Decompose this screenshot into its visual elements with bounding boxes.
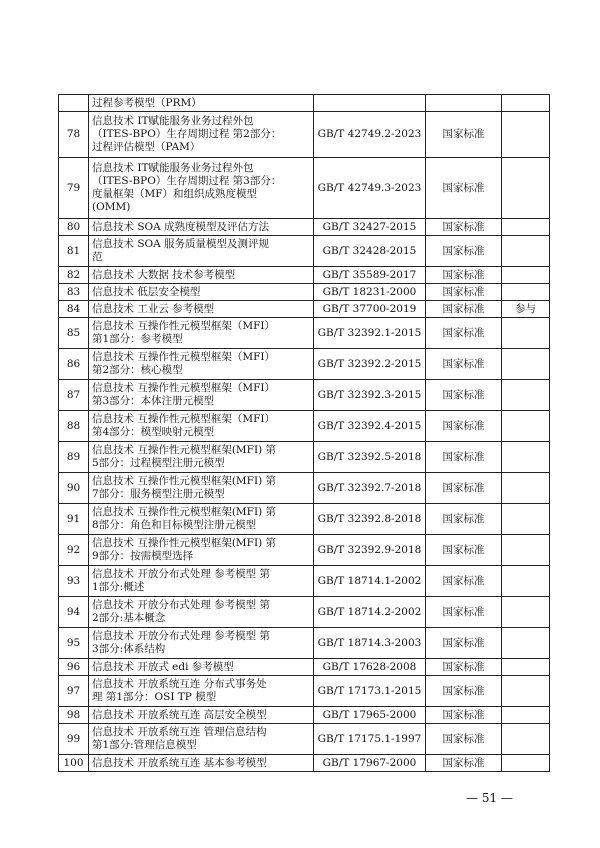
cell-note bbox=[502, 380, 550, 411]
cell-code: GB/T 32427-2015 bbox=[314, 219, 426, 236]
cell-note bbox=[502, 411, 550, 442]
cell-note bbox=[502, 659, 550, 676]
cell-type: 国家标准 bbox=[426, 628, 502, 659]
cell-name: 信息技术 IT赋能服务业务过程外包 （ITES-BPO）生存周期过程 第3部分： 度量框架（MF）和组织成熟度模型 (OMM) bbox=[89, 158, 314, 219]
cell-code: GB/T 32392.5-2018 bbox=[314, 442, 426, 473]
cell-num: 83 bbox=[59, 284, 89, 301]
cell-note bbox=[502, 219, 550, 236]
cell-num: 85 bbox=[59, 318, 89, 349]
cell-note bbox=[502, 236, 550, 267]
cell-num: 86 bbox=[59, 349, 89, 380]
table-row bbox=[59, 566, 550, 597]
cell-name: 信息技术 低层安全模型 bbox=[89, 284, 314, 301]
cell-type: 国家标准 bbox=[426, 724, 502, 755]
cell-name: 信息技术 互操作性元模型框架(MFI) 第 9部分：按需模型选择 bbox=[89, 535, 314, 566]
cell-type: 国家标准 bbox=[426, 267, 502, 284]
cell-name: 信息技术 开放分布式处理 参考模型 第 2部分:基本概念 bbox=[89, 597, 314, 628]
cell-num: 100 bbox=[59, 755, 89, 772]
cell-name: 信息技术 SOA 成熟度模型及评估方法 bbox=[89, 219, 314, 236]
table-row bbox=[59, 380, 550, 411]
table-row bbox=[59, 442, 550, 473]
cell-name: 信息技术 开放系统互连 分布式事务处 理 第1部分：OSI TP 模型 bbox=[89, 676, 314, 707]
table-row bbox=[59, 301, 550, 318]
cell-type: 国家标准 bbox=[426, 284, 502, 301]
cell-code: GB/T 32392.9-2018 bbox=[314, 535, 426, 566]
cell-code: GB/T 17965-2000 bbox=[314, 707, 426, 724]
cell-code: GB/T 18714.3-2003 bbox=[314, 628, 426, 659]
cell-name: 信息技术 开放分布式处理 参考模型 第 1部分:概述 bbox=[89, 566, 314, 597]
cell-name: 信息技术 IT赋能服务业务过程外包 （ITES-BPO）生存周期过程 第2部分： 过程评估模型（PAM） bbox=[89, 112, 314, 158]
cell-note bbox=[502, 349, 550, 380]
cell-note bbox=[502, 284, 550, 301]
cell-name: 信息技术 互操作性元模型框架（MFI） 第2部分：核心模型 bbox=[89, 349, 314, 380]
table-row bbox=[59, 112, 550, 158]
cell-note bbox=[502, 597, 550, 628]
cell-num: 94 bbox=[59, 597, 89, 628]
cell-code: GB/T 18231-2000 bbox=[314, 284, 426, 301]
cell-num: 90 bbox=[59, 473, 89, 504]
cell-num: 95 bbox=[59, 628, 89, 659]
table-row bbox=[59, 158, 550, 219]
standards-table bbox=[58, 94, 550, 772]
table-row bbox=[59, 676, 550, 707]
cell-code: GB/T 17628-2008 bbox=[314, 659, 426, 676]
cell-type: 国家标准 bbox=[426, 318, 502, 349]
cell-type: 国家标准 bbox=[426, 659, 502, 676]
cell-type: 国家标准 bbox=[426, 236, 502, 267]
table-row bbox=[59, 411, 550, 442]
cell-type: 国家标准 bbox=[426, 411, 502, 442]
cell-code: GB/T 42749.3-2023 bbox=[314, 158, 426, 219]
cell-code: GB/T 32392.8-2018 bbox=[314, 504, 426, 535]
cell-code: GB/T 35589-2017 bbox=[314, 267, 426, 284]
cell-name: 信息技术 工业云 参考模型 bbox=[89, 301, 314, 318]
cell-note bbox=[502, 95, 550, 112]
cell-note bbox=[502, 112, 550, 158]
cell-code: GB/T 17175.1-1997 bbox=[314, 724, 426, 755]
cell-type: 国家标准 bbox=[426, 676, 502, 707]
cell-note bbox=[502, 158, 550, 219]
cell-code: GB/T 32392.1-2015 bbox=[314, 318, 426, 349]
cell-name: 信息技术 SOA 服务质量模型及测评规 范 bbox=[89, 236, 314, 267]
cell-type: 国家标准 bbox=[426, 112, 502, 158]
cell-note bbox=[502, 318, 550, 349]
table-row bbox=[59, 267, 550, 284]
table-row bbox=[59, 755, 550, 772]
cell-num: 81 bbox=[59, 236, 89, 267]
cell-type: 国家标准 bbox=[426, 219, 502, 236]
cell-num: 79 bbox=[59, 158, 89, 219]
cell-num: 89 bbox=[59, 442, 89, 473]
cell-code: GB/T 18714.1-2002 bbox=[314, 566, 426, 597]
cell-note bbox=[502, 628, 550, 659]
cell-type: 国家标准 bbox=[426, 566, 502, 597]
table-body bbox=[59, 95, 550, 772]
cell-type: 国家标准 bbox=[426, 707, 502, 724]
table-row bbox=[59, 535, 550, 566]
table-row bbox=[59, 95, 550, 112]
cell-code: GB/T 32428-2015 bbox=[314, 236, 426, 267]
cell-note bbox=[502, 707, 550, 724]
cell-type: 国家标准 bbox=[426, 158, 502, 219]
table-row bbox=[59, 236, 550, 267]
cell-note bbox=[502, 535, 550, 566]
cell-code: GB/T 32392.3-2015 bbox=[314, 380, 426, 411]
cell-name: 信息技术 开放系统互连 管理信息结构 第1部分:管理信息模型 bbox=[89, 724, 314, 755]
cell-code: GB/T 32392.7-2018 bbox=[314, 473, 426, 504]
cell-note bbox=[502, 676, 550, 707]
table-row bbox=[59, 659, 550, 676]
cell-num: 93 bbox=[59, 566, 89, 597]
cell-num: 84 bbox=[59, 301, 89, 318]
cell-code: GB/T 32392.4-2015 bbox=[314, 411, 426, 442]
cell-type: 国家标准 bbox=[426, 504, 502, 535]
cell-num: 78 bbox=[59, 112, 89, 158]
cell-note bbox=[502, 724, 550, 755]
cell-num: 80 bbox=[59, 219, 89, 236]
table-row bbox=[59, 219, 550, 236]
table-row bbox=[59, 284, 550, 301]
cell-name: 过程参考模型（PRM） bbox=[89, 95, 314, 112]
table-row bbox=[59, 597, 550, 628]
cell-name: 信息技术 互操作性元模型框架(MFI) 第 8部分：角色和目标模型注册元模型 bbox=[89, 504, 314, 535]
table-row bbox=[59, 724, 550, 755]
cell-type bbox=[426, 95, 502, 112]
cell-num: 91 bbox=[59, 504, 89, 535]
cell-code: GB/T 18714.2-2002 bbox=[314, 597, 426, 628]
cell-type: 国家标准 bbox=[426, 535, 502, 566]
cell-name: 信息技术 大数据 技术参考模型 bbox=[89, 267, 314, 284]
cell-code: GB/T 17173.1-2015 bbox=[314, 676, 426, 707]
page-number: — 51 — bbox=[466, 791, 513, 805]
cell-num: 98 bbox=[59, 707, 89, 724]
table-row bbox=[59, 318, 550, 349]
cell-note bbox=[502, 755, 550, 772]
table-row bbox=[59, 707, 550, 724]
cell-name: 信息技术 互操作性元模型框架（MFI） 第1部分：参考模型 bbox=[89, 318, 314, 349]
cell-name: 信息技术 开放系统互连 高层安全模型 bbox=[89, 707, 314, 724]
cell-num: 88 bbox=[59, 411, 89, 442]
cell-name: 信息技术 互操作性元模型框架（MFI） 第4部分：模型映射元模型 bbox=[89, 411, 314, 442]
cell-num: 87 bbox=[59, 380, 89, 411]
table-row bbox=[59, 473, 550, 504]
cell-name: 信息技术 开放式 edi 参考模型 bbox=[89, 659, 314, 676]
cell-name: 信息技术 互操作性元模型框架(MFI) 第 5部分：过程模型注册元模型 bbox=[89, 442, 314, 473]
cell-num: 97 bbox=[59, 676, 89, 707]
table-row bbox=[59, 504, 550, 535]
cell-type: 国家标准 bbox=[426, 301, 502, 318]
cell-note bbox=[502, 267, 550, 284]
cell-note: 参与 bbox=[502, 301, 550, 318]
cell-code: GB/T 42749.2-2023 bbox=[314, 112, 426, 158]
cell-name: 信息技术 开放分布式处理 参考模型 第 3部分:体系结构 bbox=[89, 628, 314, 659]
cell-num: 92 bbox=[59, 535, 89, 566]
table-row bbox=[59, 349, 550, 380]
cell-num: 82 bbox=[59, 267, 89, 284]
cell-name: 信息技术 开放系统互连 基本参考模型 bbox=[89, 755, 314, 772]
cell-note bbox=[502, 504, 550, 535]
cell-note bbox=[502, 442, 550, 473]
cell-num: 96 bbox=[59, 659, 89, 676]
cell-name: 信息技术 互操作性元模型框架（MFI） 第3部分：本体注册元模型 bbox=[89, 380, 314, 411]
cell-num bbox=[59, 95, 89, 112]
cell-code: GB/T 32392.2-2015 bbox=[314, 349, 426, 380]
cell-note bbox=[502, 473, 550, 504]
cell-code bbox=[314, 95, 426, 112]
cell-type: 国家标准 bbox=[426, 380, 502, 411]
cell-type: 国家标准 bbox=[426, 755, 502, 772]
cell-num: 99 bbox=[59, 724, 89, 755]
table-row bbox=[59, 628, 550, 659]
cell-code: GB/T 37700-2019 bbox=[314, 301, 426, 318]
cell-type: 国家标准 bbox=[426, 473, 502, 504]
cell-type: 国家标准 bbox=[426, 349, 502, 380]
cell-name: 信息技术 互操作性元模型框架(MFI) 第 7部分：服务模型注册元模型 bbox=[89, 473, 314, 504]
cell-note bbox=[502, 566, 550, 597]
cell-code: GB/T 17967-2000 bbox=[314, 755, 426, 772]
cell-type: 国家标准 bbox=[426, 597, 502, 628]
cell-type: 国家标准 bbox=[426, 442, 502, 473]
